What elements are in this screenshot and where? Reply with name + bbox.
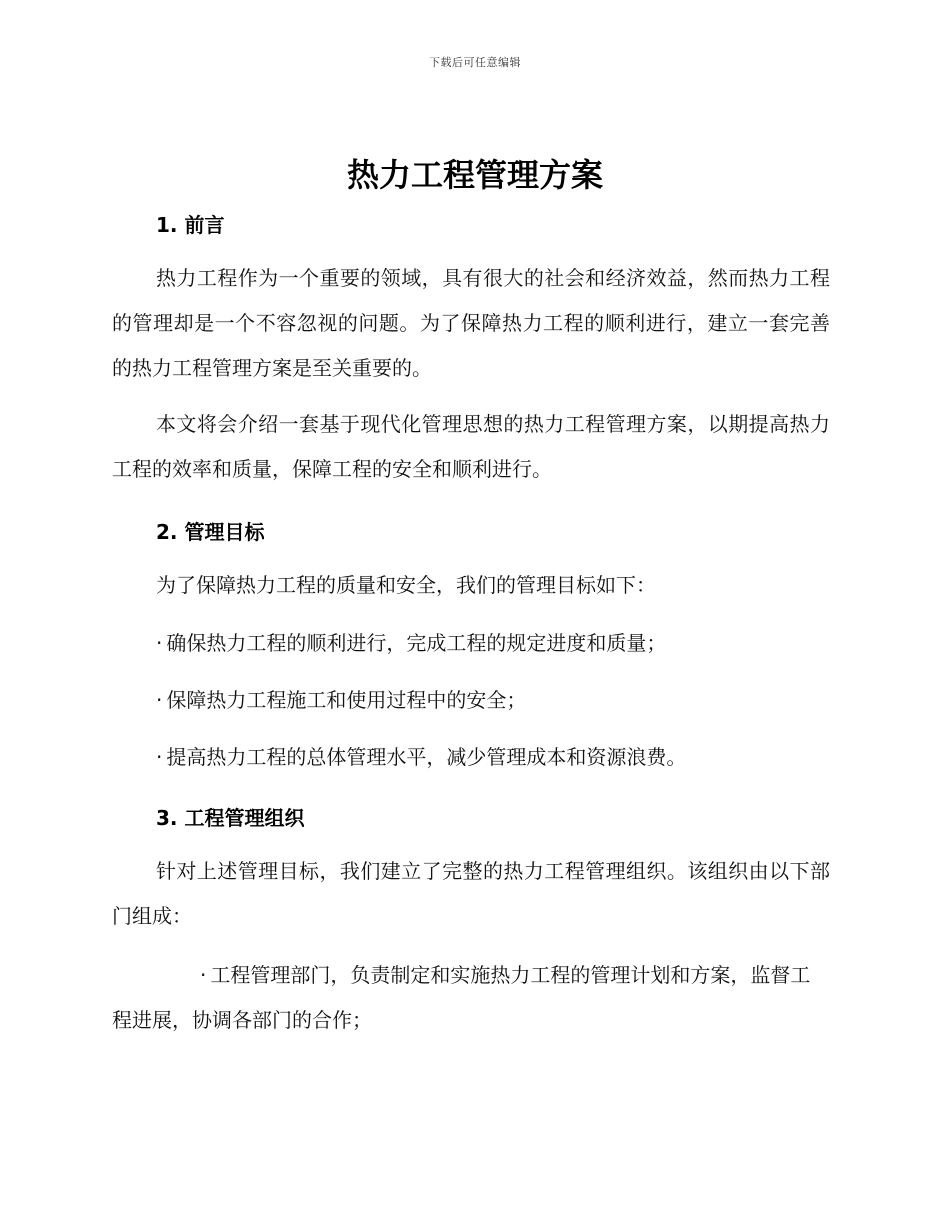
list-item: [156, 621, 666, 666]
paragraph: 热力工程作为一个重要的领域，具有很大的社会和经济效益，然而热力工程的管理却是一个不容忽视的问题。为了保障热力工程的顺利进行，建立一套完善的热力工程管理方案是至关重要的。: [112, 266, 830, 380]
list-item: [112, 953, 830, 1043]
bullet-marker: ·: [156, 745, 163, 769]
section-heading-3: 3. 工程管理组织: [156, 806, 305, 830]
page-header: 下载后可任意编辑: [429, 56, 521, 69]
list-item-text: 确保热力工程的顺利进行，完成工程的规定进度和质量；: [166, 631, 667, 655]
list-item-text: 保障热力工程施工和使用过程中的安全；: [166, 688, 527, 712]
list-item: [156, 678, 526, 723]
paragraph: 针对上述管理目标，我们建立了完整的热力工程管理组织。该组织由以下部门组成：: [112, 859, 830, 928]
bullet-marker: ·: [156, 631, 163, 655]
list-item-text: 工程管理部门，负责制定和实施热力工程的管理计划和方案，监督工程进展，协调各部门的合作；: [112, 963, 811, 1032]
list-item-text: 提高热力工程的总体管理水平，减少管理成本和资源浪费。: [166, 745, 687, 769]
bullet-marker: ·: [156, 688, 163, 712]
section-heading-1: 1. 前言: [156, 213, 225, 237]
paragraph: 本文将会介绍一套基于现代化管理思想的热力工程管理方案，以期提高热力工程的效率和质量，保障工程的安全和顺利进行。: [112, 412, 830, 481]
bullet-marker: ·: [200, 963, 207, 987]
list-item: [156, 735, 686, 780]
document-title: 热力工程管理方案: [346, 156, 603, 194]
section-heading-2: 2. 管理目标: [156, 520, 265, 544]
paragraph: 为了保障热力工程的质量和安全，我们的管理目标如下：: [156, 573, 656, 597]
